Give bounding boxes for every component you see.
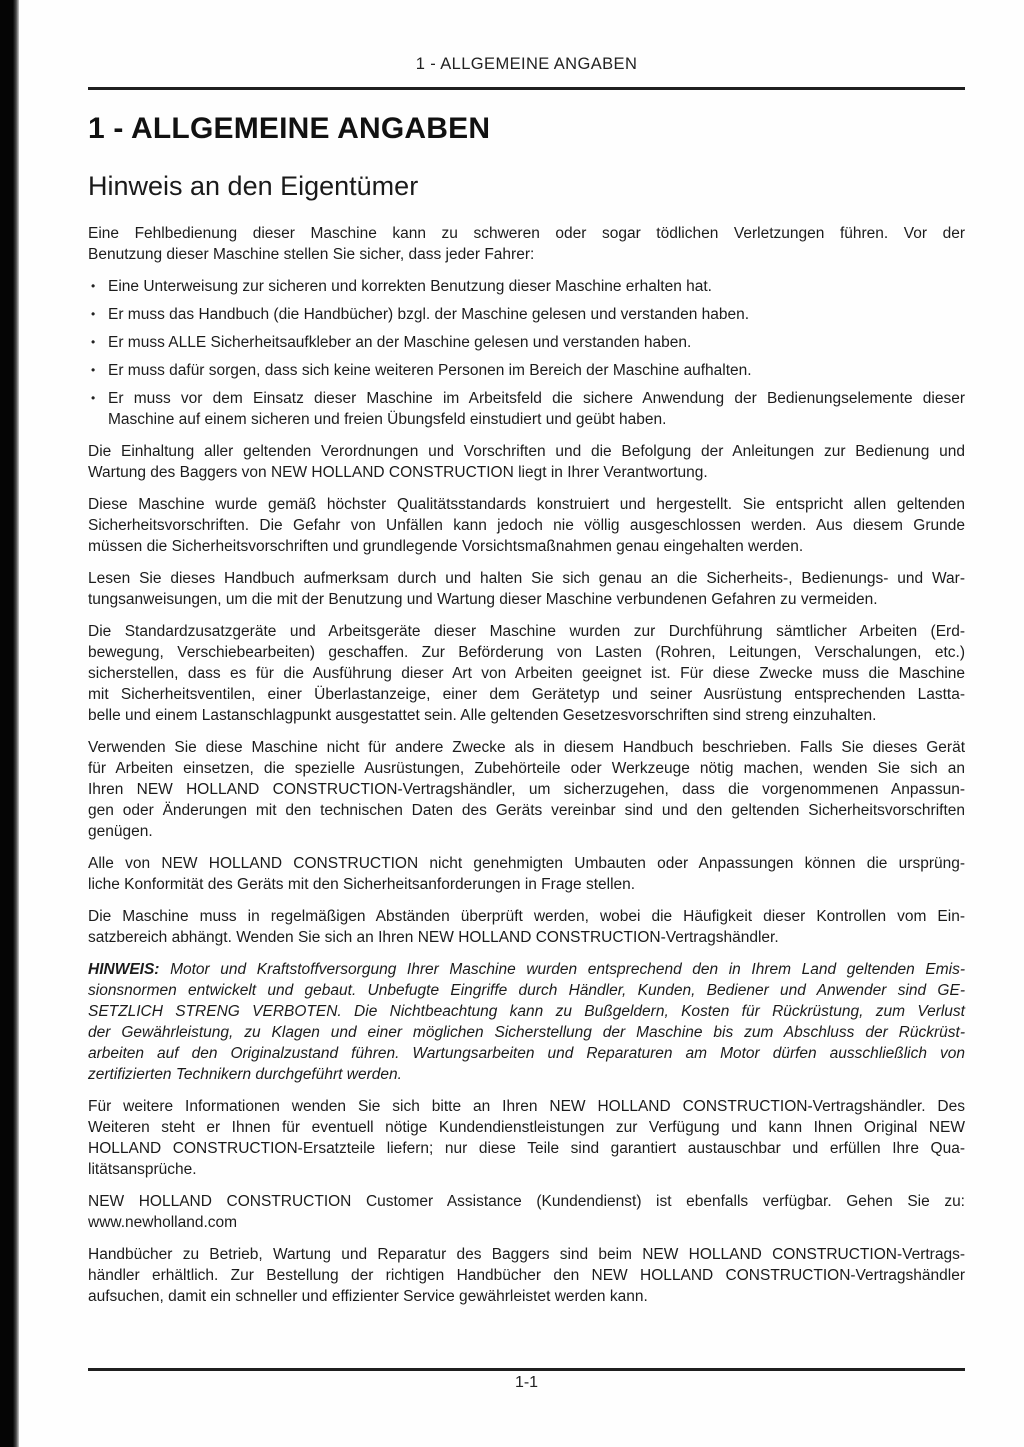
- note-lead: HINWEIS:: [88, 961, 171, 978]
- paragraph: [88, 1191, 965, 1233]
- text-line: Diese Maschine wurde gemäß höchster Qualitätsstandards konstruiert und hergestellt. Sie entspricht allen geltenden: [88, 496, 965, 513]
- text-line: satzbereich abhängt. Wenden Sie sich an Ihren NEW HOLLAND CONSTRUCTION-Vertragshändler.: [88, 929, 779, 946]
- text-line: aufsuchen, damit ein schneller und effizienter Service gewährleistet werden kann.: [88, 1288, 648, 1305]
- text-line: Die Standardzusatzgeräte und Arbeitsgeräte dieser Maschine wurden zur Durchführung sämtlicher Arbeiten (Erd-: [88, 623, 965, 640]
- bullet-dot-icon: •: [91, 363, 96, 377]
- paragraph: [88, 621, 965, 726]
- bullet-item: [88, 360, 965, 381]
- paragraph: [88, 568, 965, 610]
- bullet-item: [88, 304, 965, 325]
- text-line: Wartung des Baggers von NEW HOLLAND CONSTRUCTION liegt in Ihrer Verantwortung.: [88, 464, 708, 481]
- text-line: gen oder Änderungen mit den technischen Daten des Geräts vereinbar sind und den geltenden Sicherheitsvorschriften: [88, 802, 965, 819]
- bullet-text: [108, 276, 965, 297]
- text-line: Verwenden Sie diese Maschine nicht für andere Zwecke als in diesem Handbuch beschrieben. Falls Sie dieses Gerät: [88, 739, 965, 756]
- paragraph: [88, 853, 965, 895]
- text-line: Eine Unterweisung zur sicheren und korrekten Benutzung dieser Maschine erhalten hat.: [108, 278, 712, 295]
- text-line: sionsnormen entwickelt und gebaut. Unbefugte Eingriffe durch Händler, Kunden, Bediener und Anwender sind GE-: [88, 982, 965, 999]
- running-header: 1 - ALLGEMEINE ANGABEN: [415, 55, 638, 73]
- text-line: Benutzung dieser Maschine stellen Sie sicher, dass jeder Fahrer:: [88, 246, 535, 263]
- text-line: SETZLICH STRENG VERBOTEN. Die Nichtbeachtung kann zu Bußgeldern, Kosten für Rückrüstung, zum Verlust: [88, 1003, 965, 1020]
- paragraph: [88, 737, 965, 842]
- bullet-text: [108, 360, 965, 381]
- bullet-dot-icon: •: [91, 335, 96, 349]
- text-line: für Arbeiten einsetzen, die spezielle Ausrüstungen, Zubehörteile oder Werkzeuge nötig machen, wenden Sie sich an: [88, 760, 965, 777]
- bullet-list: [88, 276, 965, 430]
- text-line: Er muss dafür sorgen, dass sich keine weiteren Personen im Bereich der Maschine aufhalten.: [108, 362, 752, 379]
- paragraph: [88, 906, 965, 948]
- text-line: Maschine auf einem sicheren und freien Übungsfeld einstudiert und geübt haben.: [108, 411, 667, 428]
- paragraph: [88, 441, 965, 483]
- bullet-dot-icon: •: [91, 307, 96, 321]
- bullet-dot-icon: •: [91, 279, 96, 293]
- page-number: 1-1: [514, 1374, 539, 1391]
- bullet-text: [108, 332, 965, 353]
- bullet-item: [88, 276, 965, 297]
- text-line: händler erhältlich. Zur Bestellung der richtigen Handbücher den NEW HOLLAND CONSTRUCTION-Vertragshändler: [88, 1267, 965, 1284]
- bullet-text: [108, 388, 965, 430]
- text-line: Die Einhaltung aller geltenden Verordnungen und Vorschriften und die Befolgung der Anleitungen zur Bedienung und: [88, 443, 965, 460]
- text-line: tungsanweisungen, um die mit der Benutzung und Wartung dieser Maschine verbundenen Gefahren zu vermeiden.: [88, 591, 878, 608]
- bullet-text: [108, 304, 965, 325]
- text-line: HOLLAND CONSTRUCTION-Ersatzteile liefern; nur diese Teile sind garantiert austauschbar und erfüllen Ihre Qua-: [88, 1140, 965, 1157]
- text-line: liche Konformität des Geräts mit den Sicherheitsanforderungen in Frage stellen.: [88, 876, 636, 893]
- text-line: müssen die Sicherheitsvorschriften und grundlegende Vorsichtsmaßnahmen genau eingehalten werden.: [88, 538, 804, 555]
- scan-binding-edge: [0, 0, 19, 1447]
- text-line: NEW HOLLAND CONSTRUCTION Customer Assistance (Kundendienst) ist ebenfalls verfügbar. Gehen Sie zu:: [88, 1193, 965, 1210]
- text-line: Er muss das Handbuch (die Handbücher) bzgl. der Maschine gelesen und verstanden haben.: [108, 306, 750, 323]
- text-line: zertifizierten Technikern durchgeführt werden.: [88, 1066, 402, 1083]
- text-line: Er muss vor dem Einsatz dieser Maschine im Arbeitsfeld die sichere Anwendung der Bedienungselemente dieser: [108, 390, 965, 407]
- text-line: mit Sicherheitsventilen, einer Überlastanzeige, einer dem Gerätetyp und seiner Ausrüstung entsprechenden Lastta-: [88, 686, 965, 703]
- text-line: Er muss ALLE Sicherheitsaufkleber an der Maschine gelesen und verstanden haben.: [108, 334, 692, 351]
- paragraph: [88, 223, 965, 265]
- text-line: Für weitere Informationen wenden Sie sich bitte an Ihren NEW HOLLAND CONSTRUCTION-Vertragshändler. Des: [88, 1098, 965, 1115]
- bullet-item: [88, 332, 965, 353]
- text-line: der Gewährleistung, zu Klagen und einer möglichen Sicherstellung der Maschine bis zum Abschluss der Rückrüst-: [88, 1024, 965, 1041]
- text-line: Die Maschine muss in regelmäßigen Abständen überprüft werden, wobei die Häufigkeit dieser Kontrollen vom Ein-: [88, 908, 965, 925]
- text-line: Sicherheitsvorschriften. Die Gefahr von Unfällen kann jedoch nie völlig ausgeschlossen werden. Aus diesem Grunde: [88, 517, 965, 534]
- section-subtitle: Hinweis an den Eigentümer: [88, 171, 419, 201]
- bullet-dot-icon: •: [91, 391, 96, 405]
- text-line: www.newholland.com: [88, 1214, 238, 1231]
- text-line: litätsansprüche.: [88, 1161, 197, 1178]
- text-line: Alle von NEW HOLLAND CONSTRUCTION nicht genehmigten Umbauten oder Anpassungen können die ursprüng-: [88, 855, 965, 872]
- paragraph: [88, 1244, 965, 1307]
- header-rule: [88, 87, 965, 90]
- text-line: HINWEIS: Motor und Kraftstoffversorgung Ihrer Maschine wurden entsprechend den in Ihrem Land geltenden Emis-: [88, 961, 965, 978]
- text-line: bewegung, Verschiebearbeiten) geschaffen. Zur Beförderung von Lasten (Rohren, Leitungen, Verschalungen, etc.): [88, 644, 965, 661]
- text-line: sicherstellen, dass es für die Ausführung dieser Art von Arbeiten geeignet ist. Für diese Zwecke muss die Maschine: [88, 665, 965, 682]
- text-line: Ihren NEW HOLLAND CONSTRUCTION-Vertragshändler, um sicherzugehen, dass die vorgenommenen Anpassun-: [88, 781, 965, 798]
- bullet-item: [88, 388, 965, 430]
- paragraph: [88, 1096, 965, 1180]
- content: [88, 223, 965, 1318]
- page-title: 1 - ALLGEMEINE ANGABEN: [88, 112, 491, 145]
- paragraph: [88, 494, 965, 557]
- text-line: Weiteren steht er Ihnen für eventuell nötige Kundendienstleistungen zur Verfügung und kann Ihnen Original NEW: [88, 1119, 965, 1136]
- text-line: Lesen Sie dieses Handbuch aufmerksam durch und halten Sie sich genau an die Sicherheits-, Bedienungs- und War-: [88, 570, 965, 587]
- note-paragraph: [88, 959, 965, 1085]
- text-line: genügen.: [88, 823, 153, 840]
- text-line: Eine Fehlbedienung dieser Maschine kann zu schweren oder sogar tödlichen Verletzungen führen. Vor der: [88, 225, 965, 242]
- text-line: belle und einem Lastanschlagpunkt ausgestattet sein. Alle geltenden Gesetzesvorschriften sind streng einzuhalten.: [88, 707, 877, 724]
- footer-rule: [88, 1368, 965, 1371]
- text-line: Handbücher zu Betrieb, Wartung und Reparatur des Baggers sind beim NEW HOLLAND CONSTRUCTION-Vertrags-: [88, 1246, 965, 1263]
- text-line: arbeiten auf den Originalzustand führen. Wartungsarbeiten und Reparaturen am Motor dürfen ausschließlich von: [88, 1045, 965, 1062]
